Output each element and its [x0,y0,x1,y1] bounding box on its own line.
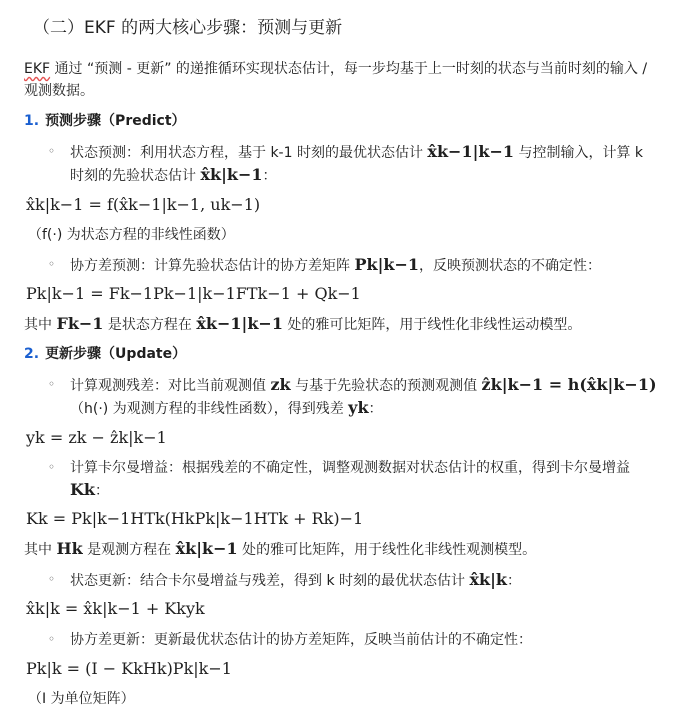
bullet-marker: ◦ [48,377,56,391]
math-p-prior: Pk|k−1 [354,255,420,274]
math-z-hat: ẑk|k−1 = h(x̂k|k−1) [481,375,657,394]
step1-title: 预测步骤（Predict） [45,113,186,129]
equation-residual: yk = zk − ẑk|k−1 [26,428,167,447]
math-f-jacobian: Fk−1 [56,314,104,333]
bullet-text-b: ： [507,573,521,589]
bullet-marker: ◦ [48,144,56,158]
note-text-b: 是观测方程在 [82,542,176,558]
bullet-text-b: ： [95,483,109,499]
bullet-text-b: 与基于先验状态的预测观测值 [290,378,482,394]
bullet-marker: ◦ [48,257,56,271]
note-text-c: 处的雅可比矩阵，用于线性化非线性运动模型。 [282,317,582,333]
bullet-text-a: 状态更新：结合卡尔曼增益与残差，得到 k 时刻的最优状态估计 [70,573,470,589]
math-x-hat-prior: x̂k|k−1 [175,539,238,558]
math-x-hat-prev: x̂k−1|k−1 [427,142,515,161]
bullet-text-c: （h(·) 为观测方程的非线性函数），得到残差 [70,401,349,417]
equation-covariance-update: Pk|k = (I − KkHk)Pk|k−1 [26,659,232,678]
section-title: （二）EKF 的两大核心步骤：预测与更新 [33,18,343,38]
note-text-a: 其中 [24,542,57,558]
equation-state-prediction: x̂k|k−1 = f(x̂k−1|k−1, uk−1) [26,195,261,214]
bullet-marker: ◦ [48,572,56,586]
bullet-text [70,457,660,502]
bullet-text [70,569,660,592]
note-jacobian-f [24,314,581,335]
step2-number: 2. [24,346,40,362]
note-jacobian-h [24,539,536,560]
bullet-text [70,141,660,187]
bullet-text-a: 计算观测残差：对比当前观测值 [70,378,271,394]
equation-covariance-prediction: Pk|k−1 = Fk−1Pk−1|k−1FTk−1 + Qk−1 [26,284,361,303]
bullet-text [70,374,660,420]
math-k: Kk [70,480,95,499]
step2-bullet-residual [48,374,660,418]
math-z: zk [270,375,291,394]
note-text-c: 处的雅可比矩阵，用于线性化非线性观测模型。 [237,542,537,558]
bullet-text-c: ： [262,168,277,184]
bullet-text [70,254,660,277]
bullet-text: 协方差更新：更新最优状态估计的协方差矩阵，反映当前估计的不确定性： [70,632,532,648]
math-x-hat-prior: x̂k|k−1 [200,165,263,184]
bullet-text-a: 状态预测：利用状态方程，基于 k-1 时刻的最优状态估计 [70,145,428,161]
step1-heading [24,111,186,131]
intro-text: 通过 “预测 - 更新” 的递推循环实现状态估计，每一步均基于上一时刻的状态与当前时刻的输入 / 观测数据。 [24,61,648,99]
math-x-hat-post: x̂k|k [469,570,507,589]
equation-kalman-gain: Kk = Pk|k−1HTk(HkPk|k−1HTk + Rk)−1 [26,509,364,528]
step2-bullet-kalman-gain [48,457,660,501]
note-text-a: 其中 [24,317,57,333]
step1-number: 1. [24,113,40,129]
intro-ekf-term: EKF [24,61,51,77]
intro-paragraph [24,58,664,102]
bullet-text-d: ： [368,401,383,417]
bullet-text-b: ，反映预测状态的不确定性： [419,258,602,274]
step2-title: 更新步骤（Update） [45,346,187,362]
bullet-text-a: 计算卡尔曼增益：根据残差的不确定性，调整观测数据对状态估计的权重，得到卡尔曼增益 [70,460,630,476]
step2-heading [24,344,186,364]
math-h-jacobian: Hk [56,539,83,558]
note-state-function: （f(·) 为状态方程的非线性函数） [28,227,235,243]
bullet-marker: ◦ [48,632,56,646]
note-text-b: 是状态方程在 [103,317,197,333]
bullet-text-b: 与控制输入，计算 k 时刻的先验状态估计 [70,145,644,184]
bullet-marker: ◦ [48,460,56,474]
bullet-text-a: 协方差预测：计算先验状态估计的协方差矩阵 [70,258,355,274]
step1-bullet-state-prediction [48,141,660,185]
equation-state-update: x̂k|k = x̂k|k−1 + Kkyk [26,599,205,618]
note-identity-matrix: （I 为单位矩阵） [28,691,135,707]
math-x-hat-prev: x̂k−1|k−1 [196,314,283,333]
math-y: yk [348,398,369,417]
